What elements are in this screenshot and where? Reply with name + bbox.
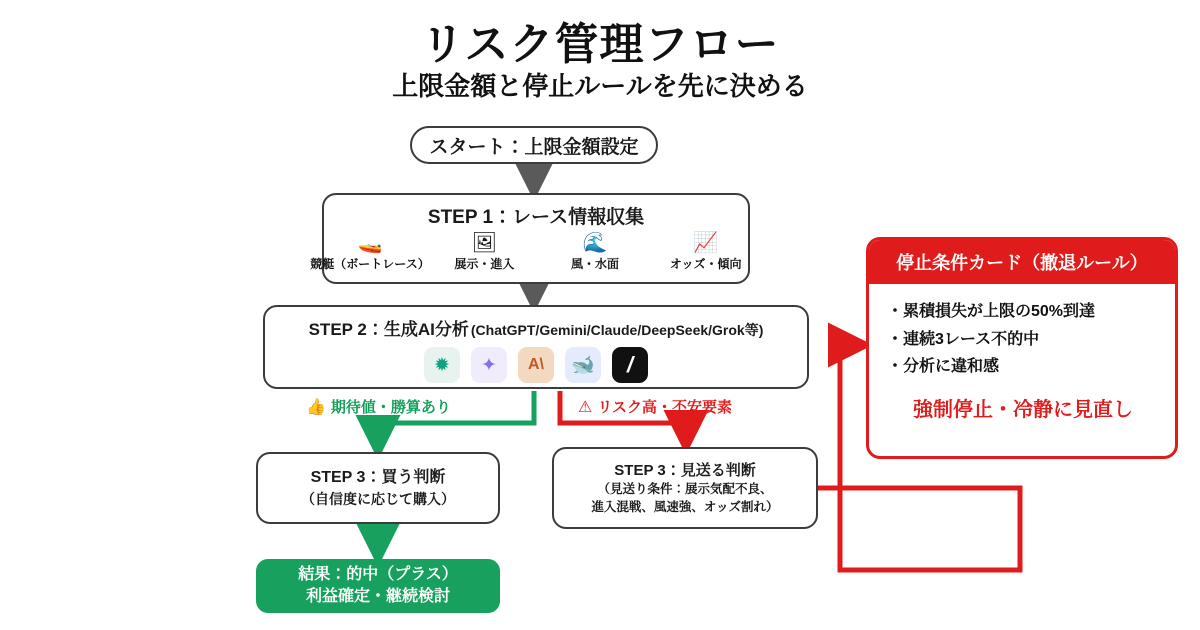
openai-logo: ✹ — [424, 347, 460, 383]
odds-trend-icon: 📈 — [693, 232, 719, 254]
node-step3-buy-line2: （自信度に応じて購入） — [301, 491, 455, 508]
node-step1-title: STEP 1：レース情報収集 — [427, 207, 645, 228]
step1-item-wind — [553, 232, 638, 272]
stop-card-footer: 強制停止・冷静に見直し — [913, 398, 1133, 421]
stop-condition-card — [866, 237, 1178, 459]
gemini-logo: ✦ — [471, 347, 507, 383]
stop-card-body — [869, 284, 1175, 422]
node-step3-buy-line1: STEP 3：買う判断 — [310, 469, 446, 487]
deepseek-logo: 🐋 — [565, 347, 601, 383]
node-result — [256, 559, 500, 613]
node-start-label: スタート：上限金額設定 — [429, 136, 639, 158]
node-step2-title-main: STEP 2：生成AI分析 — [308, 320, 469, 339]
warning-icon: ⚠ — [578, 398, 593, 416]
node-step2 — [263, 305, 809, 389]
node-step2-title — [309, 315, 764, 340]
node-step3-buy — [256, 452, 500, 524]
branch-label-negative-text: リスク高・不安要素 — [597, 399, 733, 416]
step1-item-odds — [663, 232, 748, 272]
node-step2-title-sub: (ChatGPT/Gemini/Claude/DeepSeek/Grok等) — [470, 322, 764, 338]
claude-logo: A\ — [518, 347, 554, 383]
node-step3-skip-line3: 進入混戦、風速強、オッズ割れ） — [591, 499, 779, 514]
node-result-line2: 利益確定・継続検討 — [305, 588, 450, 605]
node-step1 — [310, 193, 750, 284]
step1-item-caption: オッズ・傾向 — [669, 257, 742, 271]
step1-item-exhibition — [442, 232, 527, 272]
node-result-line1: 結果：的中（プラス） — [298, 565, 458, 583]
node-step3-skip-line2: （見送り条件：展示気配不良、 — [597, 482, 773, 496]
branch-label-positive — [306, 396, 451, 417]
step1-item-boat — [310, 232, 430, 272]
wind-water-icon: 🌊 — [582, 232, 608, 254]
stop-card-item: ・累積損失が上限の50%到達 — [887, 303, 1096, 320]
exhibition-icon: 🖼 — [471, 232, 498, 254]
branch-label-negative — [578, 396, 732, 417]
node-step3-skip — [552, 447, 818, 529]
step1-item-caption: 展示・進入 — [454, 257, 515, 271]
step1-icon-row — [310, 232, 748, 272]
page-title: リスク管理フロー — [420, 20, 780, 69]
boat-race-icon: 🚤 — [357, 232, 383, 254]
step1-item-caption: 競艇（ボートレース） — [310, 257, 430, 271]
ai-badge-row — [424, 347, 648, 383]
step1-item-caption: 風・水面 — [571, 257, 620, 271]
branch-label-positive-text: 期待値・勝算あり — [330, 399, 451, 416]
node-start — [410, 126, 658, 164]
stop-card-item: ・連続3レース不的中 — [887, 330, 1040, 348]
node-step3-skip-line1: STEP 3：見送る判断 — [614, 462, 756, 479]
stop-card-header: 停止条件カード（撤退ルール） — [869, 240, 1175, 284]
grok-logo: / — [612, 347, 648, 383]
thumbs-up-icon: 👍 — [306, 398, 326, 416]
stop-card-item: ・分析に違和感 — [887, 358, 1000, 376]
page-subtitle: 上限金額と停止ルールを先に決める — [392, 71, 808, 101]
